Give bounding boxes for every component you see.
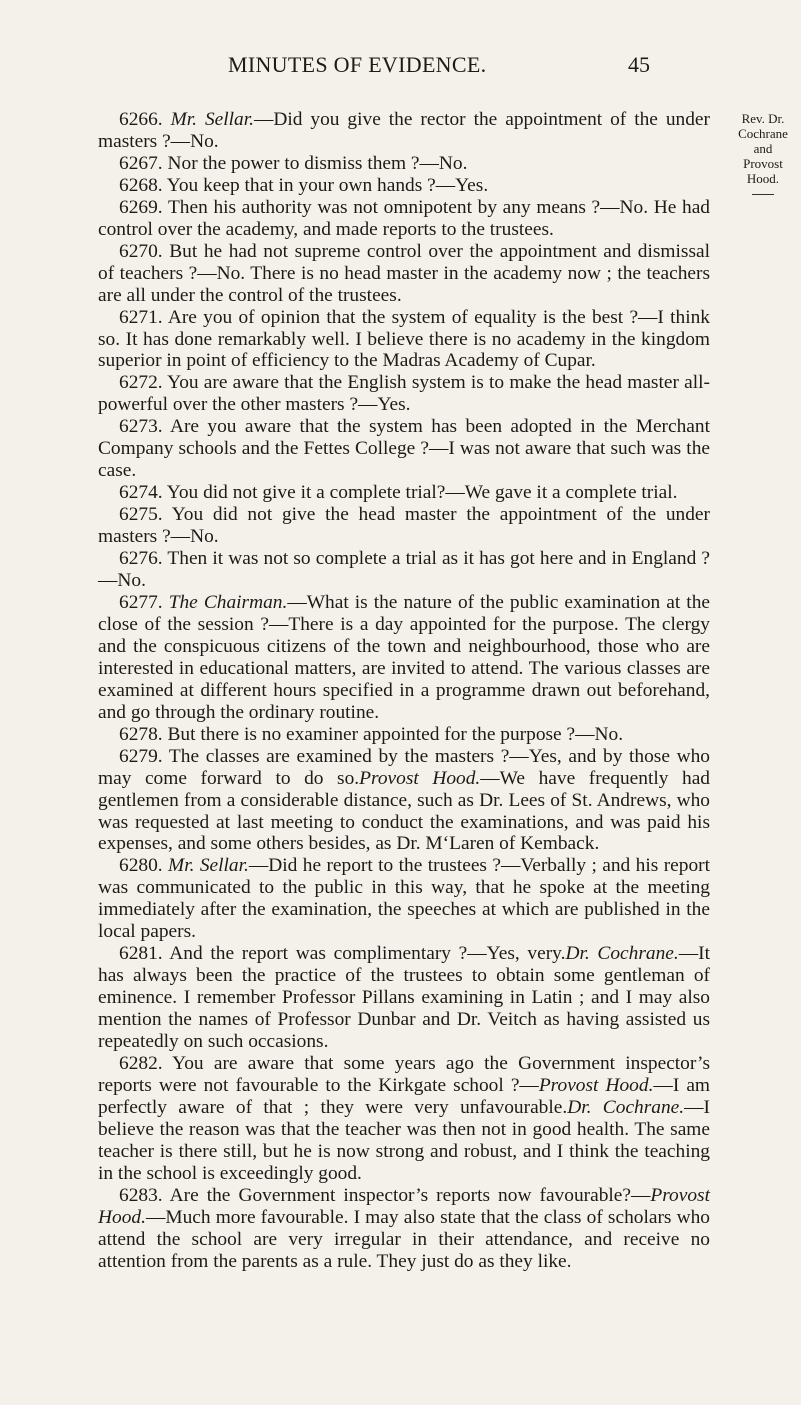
question-text: But there is no examiner appointed for the purpose ?—No. (167, 723, 624, 745)
question-number: 6268. (119, 174, 163, 196)
question-text: And the report was complimentary ?—Yes, very. (169, 943, 566, 965)
evidence-paragraph (98, 504, 710, 548)
question-number: 6272. (119, 372, 163, 394)
question-number: 6271. (119, 306, 163, 328)
question-number: 6283. (119, 1184, 163, 1206)
evidence-paragraph (98, 943, 710, 1053)
evidence-paragraph (98, 1185, 710, 1273)
evidence-paragraph (98, 307, 710, 373)
answer-text: —Much more favourable. I may also state that the class of scholars who attend the school are very irregular in their attendance, and receive no attention from the parents as a rule. They just do as they like. (98, 1206, 710, 1272)
running-head (0, 52, 801, 82)
evidence-paragraph (98, 1053, 710, 1185)
evidence-paragraph (98, 175, 710, 197)
evidence-paragraph (98, 746, 710, 856)
evidence-paragraph (98, 241, 710, 307)
question-number: 6273. (119, 416, 163, 438)
question-text: —What is the nature of the public examination at the close of the session ?—There is a day appointed for the purpose. The clergy and the conspicuous citizens of the town and neighbourhood, those who are interested in educational matters, are invited to attend. The various classes are examined at different hours specified in a programme drawn out beforehand, and go through the ordinary routine. (98, 591, 710, 723)
question-number: 6275. (119, 504, 163, 526)
speaker-name: Mr. Sellar. (170, 109, 254, 130)
margin-note-line: Hood. (746, 171, 780, 186)
speaker-name: Dr. Cochrane. (565, 943, 679, 965)
question-number: 6276. (119, 548, 163, 570)
margin-note-line: Cochrane (738, 126, 788, 141)
speaker-name: Provost Hood. (359, 767, 481, 789)
evidence-paragraph (98, 855, 710, 943)
question-number: 6267. (119, 152, 163, 174)
margin-rule (752, 194, 774, 195)
speaker-name: The Chairman. (168, 591, 288, 613)
question-text: Nor the power to dismiss them ?—No. (167, 152, 468, 174)
question-text: Then it was not so complete a trial as it has got here and in England ?—No. (98, 548, 711, 592)
answer-text: —I am perfectly aware of that ; they were very unfavourable. (98, 1074, 711, 1118)
question-number: 6282. (119, 1052, 163, 1074)
answer-text: —We have frequently had gentlemen from a considerable distance, such as Dr. Lees of St. Andrews, who was requested at last meeting to conduct the examinations, and was paid his expenses, and some others besides, as Dr. M‘Laren of Kemback. (98, 767, 710, 855)
question-text: You did not give the head master the appointment of the under masters ?—No. (98, 504, 710, 548)
question-number: 6266. (119, 109, 163, 130)
question-text: You are aware that some years ago the Government inspector’s reports were not favourable to the Kirkgate school ?— (98, 1052, 710, 1096)
evidence-paragraph (98, 592, 710, 724)
speaker-name: Provost Hood. (98, 1184, 710, 1228)
evidence-paragraph (98, 109, 710, 153)
question-text: You are aware that the English system is to make the head master all-powerful over the other masters ?—Yes. (98, 372, 710, 416)
question-text: You did not give it a complete trial?—We gave it a complete trial. (166, 482, 678, 504)
question-number: 6277. (119, 591, 163, 613)
question-text: —Did you give the rector the appointment of the under masters ?—No. (98, 109, 710, 152)
speaker-name: Dr. Cochrane. (567, 1096, 685, 1118)
margin-note-line: and (753, 141, 773, 156)
evidence-paragraph (98, 372, 710, 416)
question-text: You keep that in your own hands ?—Yes. (166, 174, 489, 196)
answer-text: —It has always been the practice of the trustees to obtain some gentleman of eminence. I remember Professor Pillans examining in Latin ; and I may also mention the names of Professor Dunbar and Dr. Veitch as having assisted us repeatedly on such occasions. (98, 943, 710, 1053)
evidence-paragraph (98, 482, 710, 504)
question-number: 6270. (119, 240, 163, 262)
evidence-paragraph (98, 153, 710, 175)
question-text: Are you of opinion that the system of equality is the best ?—I think so. It has done remarkably well. I believe there is no academy in the kingdom superior in point of efficiency to the Madras Academy of Cupar. (98, 306, 710, 372)
evidence-paragraph (98, 197, 710, 241)
margin-note (728, 111, 798, 195)
question-text: Are you aware that the system has been adopted in the Merchant Company schools and the Fettes College ?—I was not aware that such was the case. (98, 416, 710, 482)
page-number: 45 (628, 52, 650, 77)
speaker-name: Provost Hood. (538, 1074, 654, 1096)
question-text: The classes are examined by the masters ?—Yes, and by those who may come forward to do so. (98, 745, 710, 789)
running-title: MINUTES OF EVIDENCE. (228, 52, 487, 77)
question-text: Then his authority was not omnipotent by any means ?—No. He had control over the academy, and made reports to the trustees. (98, 196, 711, 240)
evidence-body (98, 109, 710, 1273)
question-number: 6281. (119, 943, 163, 965)
answer-text: —I believe the reason was that the teacher was then not in good health. The same teacher is there still, but he is now strong and robust, and I think the teaching in the school is exceedingly good. (98, 1096, 710, 1184)
evidence-paragraph (98, 548, 710, 592)
question-number: 6278. (119, 723, 163, 745)
question-text: But he had not supreme control over the appointment and dismissal of teachers ?—No. There is no head master in the academy now ; the teachers are all under the control of the trustees. (98, 240, 710, 306)
question-number: 6279. (119, 745, 163, 767)
question-number: 6269. (119, 196, 163, 218)
question-number: 6280. (119, 855, 163, 877)
evidence-paragraph (98, 416, 710, 482)
question-number: 6274. (119, 482, 163, 504)
evidence-paragraph (98, 724, 710, 746)
margin-note-line: Rev. Dr. (741, 111, 785, 126)
question-text: —Did he report to the trustees ?—Verbally ; and his report was communicated to the public in this way, that he spoke at the meeting immediately after the examination, the speeches at which are published in the local papers. (98, 855, 710, 943)
question-text: Are the Government inspector’s reports now favourable?— (169, 1184, 651, 1206)
margin-note-line: Provost (743, 156, 783, 171)
speaker-name: Mr. Sellar. (168, 855, 249, 877)
